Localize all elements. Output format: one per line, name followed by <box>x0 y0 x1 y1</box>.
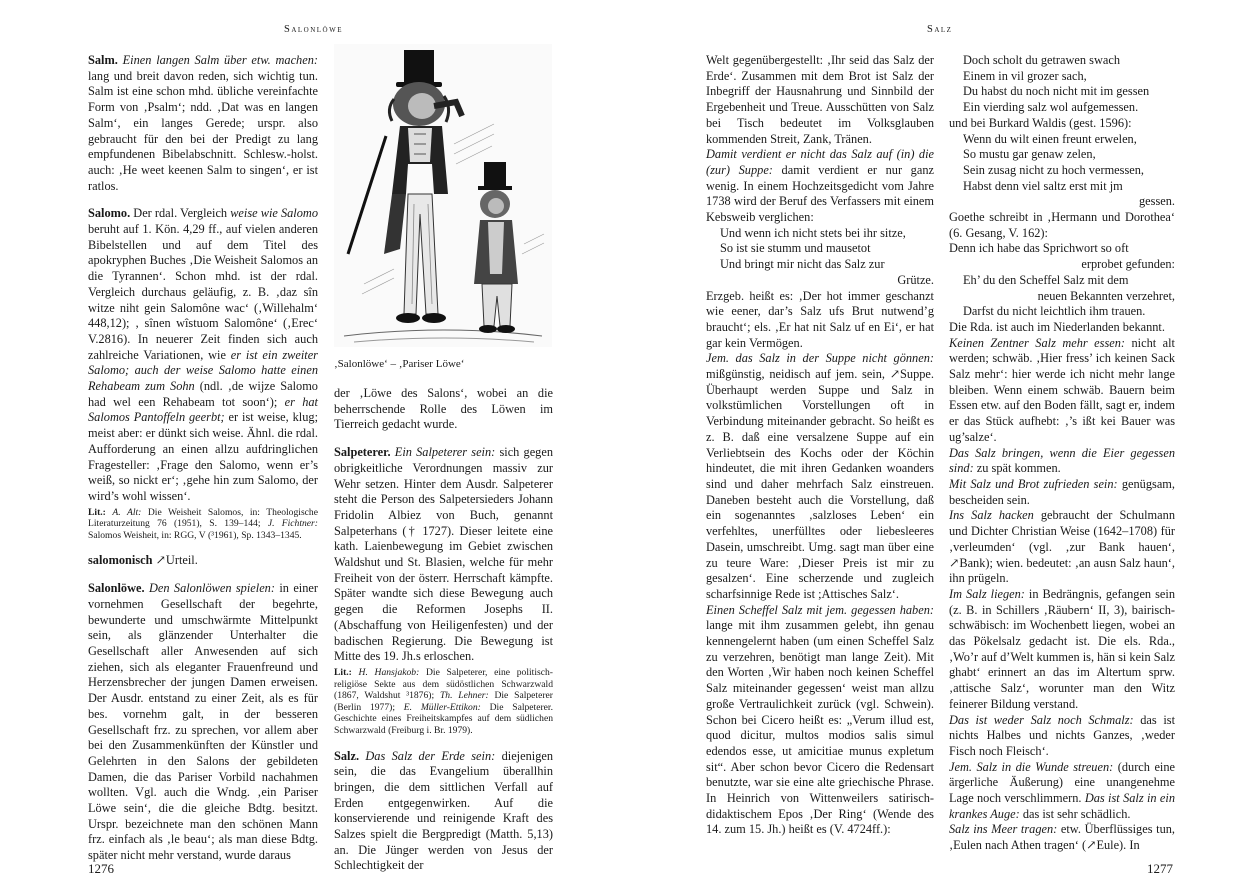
verse-block <box>949 257 1175 273</box>
entry-paragraph <box>706 147 934 226</box>
verse-line-continuation: erprobet gefunden: <box>1081 257 1175 272</box>
entry-paragraph <box>334 445 553 665</box>
running-head: Salz <box>927 24 953 35</box>
text-run: ↗Urteil. <box>152 553 198 568</box>
entry-paragraph <box>88 581 318 864</box>
salonloewe-illustration <box>334 44 552 347</box>
idiom: Ins Salz hacken <box>949 508 1034 523</box>
idiom: Den Salonlöwen spielen: <box>148 581 275 596</box>
idiom: Einen langen Salm über etw. machen: <box>122 53 318 67</box>
headword: Salonlöwe. <box>88 581 145 596</box>
text-run: das ist nichts Halbes und nichts Ganzes, ‚weder Fisch noch Fleisch‘. <box>949 712 1175 758</box>
literature-note <box>334 667 553 737</box>
text-run: Die Salpeterer. Geschichte eines Freiheitskampfes auf dem südlichen Schwarzwald (Freiburg i. Br. 1979). <box>334 701 553 736</box>
idiom: Das ist Salz in ein krankes Auge: <box>949 791 1176 821</box>
entry-paragraph <box>88 206 318 504</box>
idiom: Das Salz der Erde sein: <box>365 748 496 763</box>
idiom: Salz ins Meer tragen: <box>949 822 1058 837</box>
idiom: er hat Salomos Pantoffeln geerbt; <box>88 394 318 425</box>
entry-paragraph <box>949 446 1175 477</box>
idiom: A. Alt: <box>112 506 142 518</box>
text-run: mißgünstig, neidisch auf jem. sein, ↗Suppe. Überhaupt werden Suppe und Salz in volkstümlichen Vorstellungen oft in Verbindung miteinander gebracht. So heißt es z. B. daß eine versalzene Suppe auf ein Verliebtsein des Kochs oder der Köchin hindeutet, die mit ihren Gedanken woanders sind und daher mehrfach Salz einstreuen. Daneben besteht auch die Vorstellung, daß ein sogenanntes ‚salzloses Leben‘ ein verfehltes, unerfülltes oder liebesleeres Dasein, umschreibt. Umg. sagt man über eine zu teure Ware: ‚Dieser Preis ist mir zu gesalzen‘. Eine scherzende und zugleich scharfsinnige Rede ist ;Attisches Salz‘. <box>706 367 934 601</box>
text-run: diejenigen sein, die das Evangelium überallhin bringen, die dem sittlichen Verfall auf Erden entgegenwirken. Auf die konservierende und reinigende Kraft des Salzes spielt die Bergpredigt (Matth. 5,13) an. Die Jünger werden von Jesus der Schlechtigkeit der <box>334 748 554 873</box>
headword: Lit.: <box>334 666 359 678</box>
headword: Lit.: <box>88 506 113 518</box>
verse-line: Und bringt mir nicht das Salz zur <box>720 257 885 272</box>
text-run: damit verdient er nur ganz wenig. In einem Hochzeitsgedicht vom Jahre 1738 wird der Beruf des Verfassers mit einem Kebsweib verglichen: <box>706 162 934 225</box>
text-column <box>88 53 318 864</box>
entry-paragraph <box>334 386 553 433</box>
entry-paragraph <box>949 320 1175 336</box>
verse-line: Und wenn ich nicht stets bei ihr sitze, <box>720 225 906 240</box>
text-run: Welt gegenübergestellt: ‚Ihr seid das Salz der Erde‘. Zusammen mit dem Brot ist Salz der Inbegriff der Hausnahrung und Sinnbild der Ergebenheit und Treue. Ausschütten von Salz bei Tisch bedeutet im Volksglauben kommenden Streit, Zank, Tränen. <box>706 53 934 146</box>
text-column <box>706 53 934 838</box>
entry-paragraph <box>88 53 318 194</box>
entry-paragraph <box>706 351 934 602</box>
idiom: Th. Lehner: <box>439 690 489 702</box>
entry-paragraph <box>706 603 934 839</box>
headword: Salm. <box>88 53 118 67</box>
entry-paragraph <box>949 116 1175 132</box>
text-column <box>334 386 553 874</box>
text-column <box>949 53 1175 854</box>
idiom: Mit Salz und Brot zufrieden sein: <box>949 476 1118 491</box>
text-run: lange mit ihm zusammen gelebt, ihn genau kennengelernt haben (um einen Scheffel Salz zu verzehren, benötigt man lange Zeit). Mit den Worten ‚Wir haben noch keinen Scheffel Salz miteinander gegessen‘ weist man allzu große Vertraulichkeit zurück (vgl. Schwein). Schon bei Cicero heißt es: „Verum illud est, quod dicitur, multos modios salis simul edendos esse, ut amicitiae munus expletum sit“. Aber schon bevor Cicero die Redensart benutzte, war sie eine alte griechische Phrase. In Heinrich von Wittenweilers satirisch-didaktischem Epos ‚Der Ring‘ (Wende des 14. zum 15. Jh.) heißt es (V. 4724ff.): <box>706 618 934 837</box>
headword: salomonisch <box>88 553 153 568</box>
idiom: H. Hansjakob: <box>358 666 420 678</box>
idiom: Im Salz liegen: <box>949 586 1025 601</box>
verse-line-continuation: neuen Bekannten verzehret, <box>1037 288 1175 303</box>
verse-block <box>949 53 1175 116</box>
entry-paragraph <box>949 241 1175 257</box>
text-run: Denn ich habe das Sprichwort so oft <box>949 241 1129 256</box>
text-run: Die Salpeterer, eine politisch-religiöse Sekte aus dem südöstlichen Schwarzwald (1867, Waldshut ³1876); <box>334 666 553 702</box>
text-run: beruht auf 1. Kön. 4,29 ff., auf vielen anderen Bibelstellen und auf dem Titel des apokryphen Buches ‚Die Weisheit Salomos an die Tyrannen‘. Schon mhd. ist der rdal. Vergleich durchaus geläufig, z. B. ‚daz sîn witze niht gein Salomône wac‘ (‚Willehalm‘ 448,12); ‚ sînen wîstuom Salomône‘ (‚Erec‘ V.2816). In neuerer Zeit finden sich auch zahlreiche Variationen, wie <box>88 222 318 362</box>
text-run: sich gegen obrigkeitliche Verordnungen massiv zur Wehr setzen. Hinter dem Ausdr. Salpeterer steht die Person des Salpetersieders Johann Fridolin Albiez von Buch, genannt Salpeterhans († 1727). Dieser leitete eine kath. Laienbewegung im Gebiet zwischen Waldshut und St. Blasien, welche für mehr Freiheit von der österr. Herrschaft kämpfte. Später wandte sich diese Bewegung auch gegen die Reformen Josephs II. (Abschaffung von Heiligenfesten) und der badischen Regierung. Die Bewegung ist Mitte des 19. Jh.s erloschen. <box>334 445 554 664</box>
verse-line-continuation: Grütze. <box>897 272 934 287</box>
verse-line: Wenn du wilt einen freunt erwelen, <box>963 131 1137 146</box>
text-run: er ist weise, klug; meist aber: er dünkt sich weise. Ähnl. die rdal. Aufforderung an einen allzu aufdringlichen Fragesteller: ‚Frage den Salomo, wenn er’s weiß, so nickt er‘; ‚gehe hin zum Salomo, der wird’s wohl wissen‘. <box>88 410 319 503</box>
text-run: gebraucht der Schulmann und Dichter Christian Weise (1642–1708) für ‚verleumden‘ (vgl. ‚zur Bank hauen‘, ↗Bank); wien. bedeutet: ‚an ausn Salz haun‘, ihn prügeln. <box>949 508 1175 586</box>
entry-paragraph <box>706 53 934 147</box>
verse-line: So mustu gar genaw zelen, <box>963 147 1096 162</box>
running-head: Salonlöwe <box>284 24 343 35</box>
text-run: zu spät kommen. <box>973 461 1061 476</box>
text-run: Der rdal. Vergleich <box>130 206 231 221</box>
idiom: Jem. Salz in die Wunde streuen: <box>949 759 1114 774</box>
verse-line: So ist sie stumm und mausetot <box>720 241 871 256</box>
entry-paragraph <box>949 713 1175 760</box>
figure-caption: ‚Salonlöwe‘ – ‚Pariser Löwe‘ <box>334 358 465 370</box>
entry-paragraph <box>949 210 1175 241</box>
verse-line: Sein zusag nicht zu hoch vermessen, <box>963 162 1144 177</box>
verse-line: Habst denn viel saltz erst mit jm <box>963 178 1123 193</box>
verse-line: Darfst du nicht leichtlich ihm trauen. <box>963 304 1146 319</box>
text-run: etw. Überflüssiges tun, ‚Eulen nach Athen tragen‘ (↗Eule). In <box>949 822 1176 853</box>
page-number: 1277 <box>1147 861 1173 876</box>
verse-line-continuation: gessen. <box>1139 194 1175 209</box>
idiom: Das Salz bringen, wenn die Eier gegessen sind: <box>949 445 1175 476</box>
entry-paragraph <box>334 749 553 875</box>
headword: Salomo. <box>88 206 131 221</box>
verse-block <box>706 226 934 289</box>
text-run: Goethe schreibt in ‚Hermann und Dorothea‘ (6. Gesang, V. 162): <box>949 210 1175 240</box>
text-run: der ‚Löwe des Salons‘, wobei an die beherrschende Rolle des Löwen im Tierreich gedacht wurde. <box>334 386 553 432</box>
verse-block <box>949 132 1175 211</box>
entry-paragraph <box>949 508 1175 587</box>
entry-paragraph <box>706 289 934 352</box>
text-run: in einer vornehmen Gesellschaft der begehrte, bewunderte und umschwärmte Mittelpunkt sein, als glänzender Unterhalter die Gesellschaft aller Anwesenden auf sich ziehen, sich als eleganter Frauenfreund und Herzensbrecher der jungen Damen erweisen. Der Ausdr. entstand zu einer Zeit, als es für bes. vornehm galt, in der besseren Gesellschaft frz. zu sprechen, vor allem aber bei den Zusammenkünften der Künstler und Gelehrten in den Salons der gebildeten Damen, die das Pariser Vorbild nachahmen wollten. Vgl. auch die Wndg. ‚ein Pariser Löwe sein‘, die die gleiche Bdtg. besitzt. Urspr. bezeichnete man den schönen Mann frz. einfach als ‚le beau‘; als man diese Bdtg. später nicht mehr verstand, wurde daraus <box>88 581 318 863</box>
text-run: Die Weisheit Salomos, in: Theologische Literaturzeitung 76 (1951), S. 139–144; <box>88 506 318 530</box>
idiom: Ein Salpeterer sein: <box>394 445 496 460</box>
right-page <box>640 0 1259 886</box>
text-run: genügsam, bescheiden sein. <box>949 476 1175 507</box>
entry-paragraph <box>88 553 318 569</box>
text-run: Salomos Weisheit, in: RGG, V (³1961), Sp. 1343–1345. <box>88 529 302 541</box>
idiom: er ist ein zweiter Salomo; auch der weise Salomo hatte einen Rehabeam zum Sohn <box>88 347 318 394</box>
entry-paragraph <box>949 336 1175 446</box>
verse-line: Doch scholt du getrawen swach <box>963 53 1120 67</box>
entry-paragraph <box>949 822 1175 853</box>
idiom: Einen Scheffel Salz mit jem. gegessen haben: <box>706 602 934 617</box>
verse-line: Du habst du noch nicht mit im gessen <box>963 84 1150 99</box>
text-run: und bei Burkard Waldis (gest. 1596): <box>949 115 1132 130</box>
text-run: lang und breit davon reden, sich wichtig tun. Salm ist eine schon mhd. übliche vereinfachte Form von ‚Psalm‘; ndd. ‚Dat was en langen Salm‘, ein langes Gerede; urspr. also gebraucht für den bei der Predigt zu lang empfundenen Bibelabschnitt. Schlesw.-holst. auch: ‚He weet keenen Salm to singen‘, er ist ratlos. <box>88 68 318 193</box>
verse-block <box>949 304 1175 320</box>
headword: Salpeterer. <box>334 445 391 460</box>
text-run: das ist sehr schädlich. <box>1019 806 1131 821</box>
text-run: (durch eine ärgerliche Äußerung) eine unangenehme Lage noch verschlimmern. <box>949 759 1175 806</box>
idiom: Das ist weder Salz noch Schmalz: <box>949 712 1134 727</box>
verse-block <box>949 273 1175 304</box>
text-run: Erzgeb. heißt es: ‚Der hot immer geschanzt wie eener, dar’s Salz ufs Brut nutwend’g braucht‘; els. ‚Er hat nit Salz uf en Ei‘, er hat gar kein Vermögen. <box>706 288 934 350</box>
left-page <box>0 0 620 886</box>
idiom: E. Müller-Ettikon: <box>403 701 481 713</box>
idiom: Jem. das Salz in der Suppe nicht gönnen: <box>706 351 934 366</box>
text-run: Die Salpeterer (Berlin 1977); <box>334 690 553 713</box>
idiom: J. Fichtner: <box>267 518 318 530</box>
text-run: (ndl. ‚de wijze Salomo had wel een Rehabeam tot soon‘); <box>88 379 318 409</box>
entry-paragraph <box>949 587 1175 713</box>
text-run: in Bedrängnis, gefangen sein (z. B. in Schillers ‚Räubern‘ II, 3), bairisch-schwäbisch: im Wochenbett liegen, wobei an das Pökelsalz gedacht ist. Die els. Rda., ‚Wo’r auf d’Welt kummen is, hän si kein Salz ghabt‘ erinnert an das im Altertum sprw. ‚attische Salz‘, worunter man den Witz feinerer Bildung verstand. <box>949 586 1175 711</box>
text-run: nicht alt werden; schwäb. ‚Hier fress’ ich keinen Sack Salz mehr‘: hier werde ich nicht mehr lange bleiben. Wenn einem schwäb. Bauern beim Essen etw. auf den Boden fällt, sagt er, indem er das Stück aufhebt: ‚’s ißt kei Bauer was ug’salze‘. <box>949 335 1175 444</box>
verse-line: Ein vierding salz wol aufgemessen. <box>963 100 1139 115</box>
idiom: Damit verdient er nicht das Salz auf (in) die (zur) Suppe: <box>706 147 934 177</box>
verse-line: Einem in vil grozer sach, <box>963 68 1087 83</box>
verse-line: Eh’ du den Scheffel Salz mit dem <box>963 272 1129 287</box>
entry-paragraph <box>949 477 1175 508</box>
idiom: Keinen Zentner Salz mehr essen: <box>949 335 1126 350</box>
page-number: 1276 <box>88 861 114 876</box>
idiom: weise wie Salomo <box>230 206 318 221</box>
headword: Salz. <box>334 748 360 763</box>
literature-note <box>88 507 318 542</box>
entry-paragraph <box>949 760 1175 823</box>
text-run: Die Rda. ist auch im Niederlanden bekannt. <box>949 319 1165 334</box>
